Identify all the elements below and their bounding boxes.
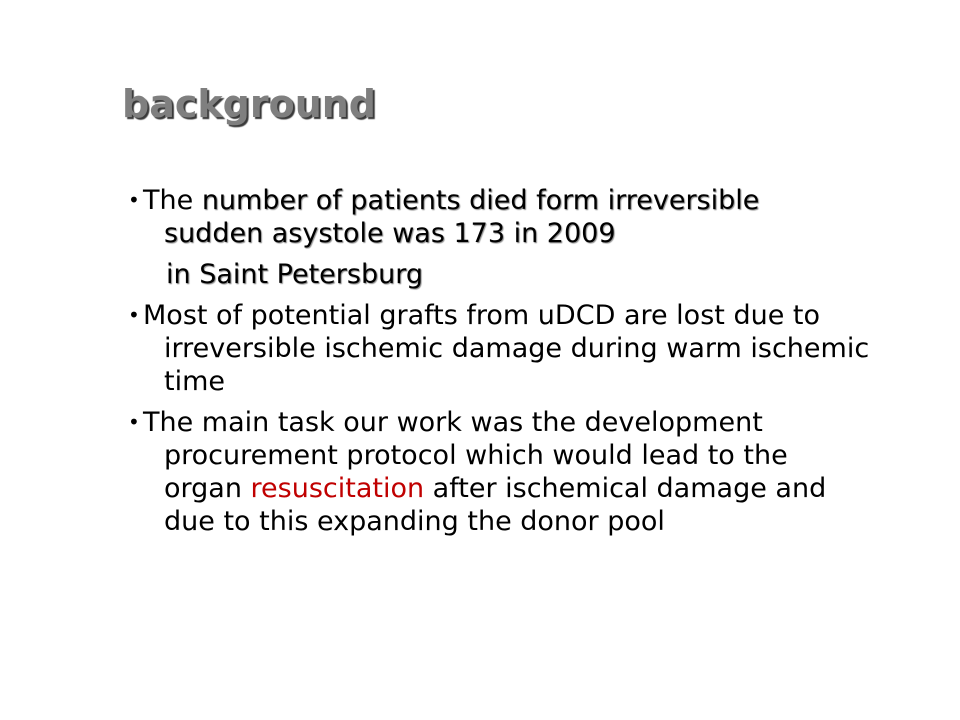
bullet-2 bbox=[128, 299, 908, 398]
bullet-3-line-3-post: after ischemical damage and bbox=[424, 473, 827, 504]
bullet-1-line-3: in Saint Petersburg bbox=[166, 259, 423, 290]
bullet-3-line-3-pre: organ bbox=[164, 473, 251, 504]
slide-body bbox=[128, 184, 908, 546]
highlight-resuscitation: resuscitation bbox=[250, 473, 425, 504]
bullet-3-line-3 bbox=[164, 472, 908, 505]
bullet-3-line-4: due to this expanding the donor pool bbox=[164, 506, 665, 537]
bullet-1 bbox=[128, 184, 908, 250]
bullet-3 bbox=[128, 406, 908, 538]
bullet-1-line-1 bbox=[143, 184, 908, 217]
bullet-dot: • bbox=[128, 410, 140, 434]
bullet-2-line-3: time bbox=[164, 366, 226, 397]
bullet-1-line-2: sudden asystole was 173 in 2009 bbox=[164, 218, 616, 249]
bullet-dot: • bbox=[128, 188, 140, 212]
bullet-3-line-2: procurement protocol which would lead to the bbox=[164, 440, 788, 471]
bullet-3-line-1: The main task our work was the development bbox=[143, 407, 763, 438]
bullet-dot: • bbox=[128, 303, 140, 327]
bullet-1-prefix: The bbox=[143, 185, 202, 216]
bullet-2-line-2: irreversible ischemic damage during warm ischemic bbox=[164, 333, 870, 364]
slide-title: background bbox=[122, 82, 376, 126]
bullet-1-highlight: number of patients died form irreversible bbox=[201, 185, 760, 216]
bullet-2-line-1: Most of potential grafts from uDCD are lost due to bbox=[143, 300, 820, 331]
